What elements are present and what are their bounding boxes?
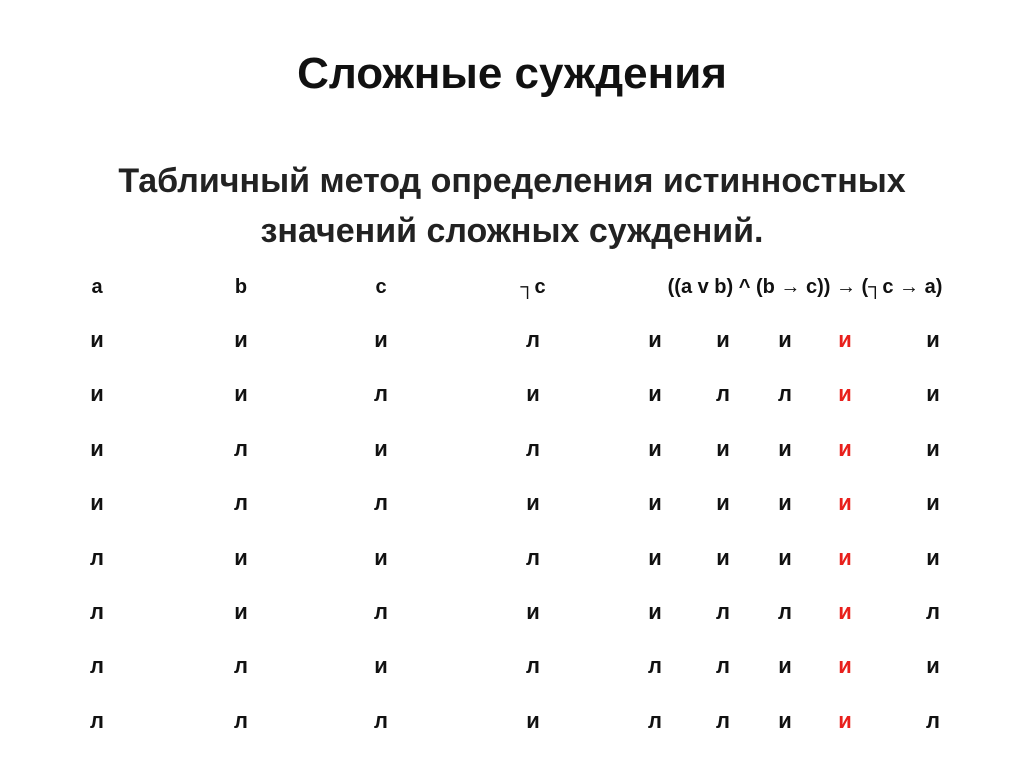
table-header-5: ((a v b) ^ (b → c)) → (┐c → a)	[667, 276, 943, 298]
table-cell-r1-c8: и	[838, 327, 852, 352]
table-cell-r2-c1: и	[90, 381, 104, 407]
table-cell-r1-c4: л	[526, 327, 540, 352]
table-cell-r3-c9: и	[926, 435, 940, 461]
table-cell-r2-c6: л	[716, 381, 730, 407]
table-cell-r6-c8: и	[838, 599, 852, 624]
table-cell-r3-c3: и	[374, 435, 388, 461]
table-cell-r6-c7: л	[778, 599, 792, 624]
table-cell-r4-c8: и	[838, 490, 852, 516]
table-cell-r6-c9: л	[926, 599, 940, 624]
table-cell-r2-c2: и	[234, 381, 248, 407]
table-cell-r6-c6: л	[716, 599, 730, 624]
table-cell-r7-c2: л	[234, 653, 248, 679]
table-cell-r5-c5: и	[648, 544, 662, 570]
table-cell-r5-c9: и	[926, 544, 940, 570]
table-cell-r1-c2: и	[234, 327, 248, 352]
table-cell-r3-c2: л	[234, 435, 248, 461]
table-cell-r8-c7: и	[778, 707, 792, 733]
subtitle-line-2: значений сложных суждений.	[260, 212, 764, 250]
table-cell-r6-c3: л	[374, 599, 388, 624]
table-cell-r1-c7: и	[778, 327, 792, 352]
table-cell-r2-c9: и	[926, 381, 940, 407]
table-cell-r4-c2: л	[234, 490, 248, 516]
table-cell-r7-c3: и	[374, 653, 388, 679]
table-cell-r8-c6: л	[716, 707, 730, 733]
table-cell-r6-c4: и	[526, 599, 540, 624]
table-cell-r4-c6: и	[716, 490, 730, 516]
table-cell-r1-c9: и	[926, 327, 940, 352]
table-cell-r4-c4: и	[526, 490, 540, 516]
table-cell-r4-c9: и	[926, 490, 940, 516]
table-header-2: b	[234, 276, 248, 298]
table-cell-r7-c4: л	[526, 653, 540, 679]
table-cell-r7-c5: л	[648, 653, 662, 679]
table-cell-r3-c6: и	[716, 435, 730, 461]
table-cell-r5-c7: и	[778, 544, 792, 570]
subtitle-line-1: Табличный метод определения истинностных	[118, 162, 906, 200]
table-cell-r5-c1: л	[90, 544, 104, 570]
table-cell-r2-c8: и	[838, 381, 852, 407]
table-cell-r5-c4: л	[526, 544, 540, 570]
table-cell-r2-c4: и	[526, 381, 540, 407]
table-cell-r8-c9: л	[926, 707, 940, 733]
table-cell-r3-c4: л	[526, 435, 540, 461]
table-cell-r8-c4: и	[526, 707, 540, 733]
table-cell-r1-c3: и	[374, 327, 388, 352]
table-cell-r5-c2: и	[234, 544, 248, 570]
table-cell-r1-c1: и	[90, 327, 104, 352]
table-cell-r1-c5: и	[648, 327, 662, 352]
table-cell-r8-c5: л	[648, 707, 662, 733]
table-cell-r7-c9: и	[926, 653, 940, 679]
table-cell-r6-c5: и	[648, 599, 662, 624]
table-cell-r1-c6: и	[716, 327, 730, 352]
table-cell-r7-c7: и	[778, 653, 792, 679]
table-cell-r2-c7: л	[778, 381, 792, 407]
table-cell-r4-c3: л	[374, 490, 388, 516]
table-header-3: c	[375, 276, 387, 298]
table-cell-r3-c1: и	[90, 435, 104, 461]
slide-title: Сложные суждения	[297, 49, 727, 98]
table-header-1: a	[91, 276, 103, 298]
table-cell-r5-c3: и	[374, 544, 388, 570]
table-cell-r8-c2: л	[234, 707, 248, 733]
table-cell-r4-c7: и	[778, 490, 792, 516]
table-cell-r5-c8: и	[838, 544, 852, 570]
table-cell-r6-c2: и	[234, 599, 248, 624]
table-cell-r7-c1: л	[90, 653, 104, 679]
table-cell-r8-c3: л	[374, 707, 388, 733]
table-cell-r8-c8: и	[838, 707, 852, 733]
table-cell-r3-c7: и	[778, 435, 792, 461]
table-header-4: ┐c	[520, 276, 546, 298]
table-cell-r2-c3: л	[374, 381, 388, 407]
table-cell-r7-c6: л	[716, 653, 730, 679]
table-cell-r2-c5: и	[648, 381, 662, 407]
table-cell-r4-c5: и	[648, 490, 662, 516]
table-cell-r6-c1: л	[90, 599, 104, 624]
table-cell-r7-c8: и	[838, 653, 852, 679]
table-cell-r3-c8: и	[838, 435, 852, 461]
table-cell-r8-c1: л	[90, 707, 104, 733]
table-cell-r4-c1: и	[90, 490, 104, 516]
table-cell-r5-c6: и	[716, 544, 730, 570]
table-cell-r3-c5: и	[648, 435, 662, 461]
